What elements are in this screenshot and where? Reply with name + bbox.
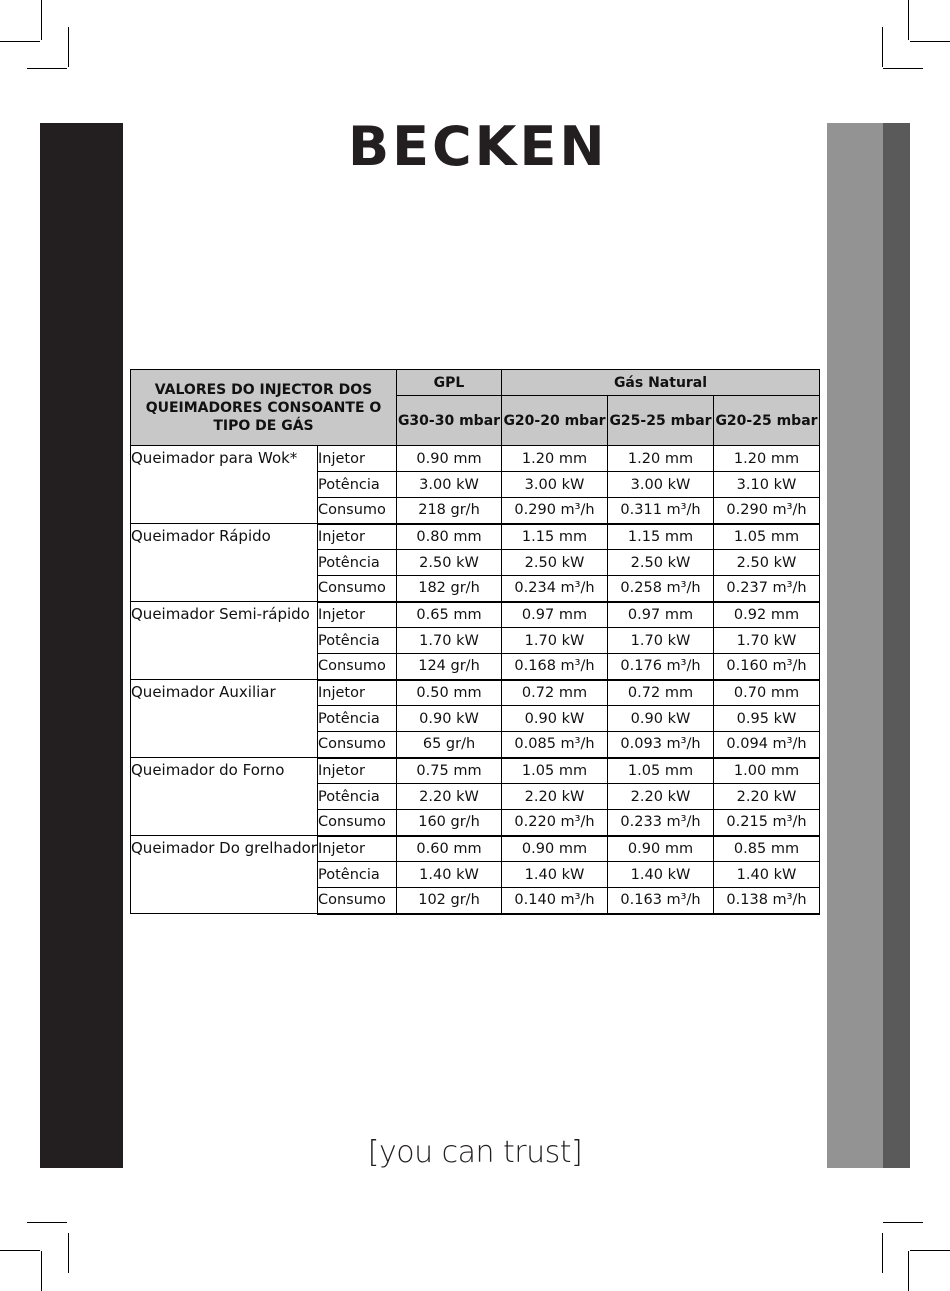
column-header: G30-30 mbar — [397, 396, 502, 446]
table-row — [131, 446, 820, 472]
value-cell: 1.70 kW — [502, 628, 608, 654]
crop-mark — [41, 0, 42, 40]
value-cell: 3.10 kW — [714, 472, 820, 498]
value-cell: 0.65 mm — [397, 602, 502, 628]
parameter-label: Injetor — [318, 680, 397, 706]
right-color-bar-dark — [883, 123, 910, 1168]
value-cell: 0.90 kW — [502, 706, 608, 732]
value-cell: 1.40 kW — [714, 862, 820, 888]
value-cell: 1.15 mm — [502, 524, 608, 550]
table-row — [131, 602, 820, 628]
table-row — [131, 524, 820, 550]
value-cell: 0.138 m³/h — [714, 888, 820, 914]
value-cell: 218 gr/h — [397, 498, 502, 524]
value-cell: 1.20 mm — [608, 446, 714, 472]
value-cell: 0.234 m³/h — [502, 576, 608, 602]
value-cell: 1.70 kW — [714, 628, 820, 654]
table-row — [131, 680, 820, 706]
value-cell: 3.00 kW — [608, 472, 714, 498]
crop-mark — [68, 27, 69, 67]
value-cell: 0.140 m³/h — [502, 888, 608, 914]
crop-mark — [908, 0, 909, 40]
value-cell: 102 gr/h — [397, 888, 502, 914]
value-cell: 0.220 m³/h — [502, 810, 608, 836]
parameter-label: Injetor — [318, 524, 397, 550]
value-cell: 1.70 kW — [608, 628, 714, 654]
column-header: G20-20 mbar — [502, 396, 608, 446]
value-cell: 65 gr/h — [397, 732, 502, 758]
parameter-label: Consumo — [318, 498, 397, 524]
column-header: G25-25 mbar — [608, 396, 714, 446]
value-cell: 124 gr/h — [397, 654, 502, 680]
value-cell: 1.40 kW — [397, 862, 502, 888]
value-cell: 0.60 mm — [397, 836, 502, 862]
left-color-bar — [40, 123, 123, 1168]
burner-name: Queimador Auxiliar — [131, 680, 318, 758]
burner-name: Queimador para Wok* — [131, 446, 318, 524]
table-corner-header: VALORES DO INJECTOR DOS QUEIMADORES CONSOANTE O TIPO DE GÁS — [131, 370, 397, 446]
value-cell: 0.094 m³/h — [714, 732, 820, 758]
parameter-label: Consumo — [318, 576, 397, 602]
value-cell: 1.20 mm — [502, 446, 608, 472]
value-cell: 0.163 m³/h — [608, 888, 714, 914]
value-cell: 1.05 mm — [502, 758, 608, 784]
value-cell: 0.160 m³/h — [714, 654, 820, 680]
value-cell: 0.290 m³/h — [714, 498, 820, 524]
parameter-label: Consumo — [318, 732, 397, 758]
crop-mark — [41, 1251, 42, 1291]
burner-name: Queimador Do grelhador — [131, 836, 318, 914]
injector-values-table — [130, 369, 820, 915]
parameter-label: Consumo — [318, 810, 397, 836]
natural-gas-header: Gás Natural — [502, 370, 820, 396]
value-cell: 0.85 mm — [714, 836, 820, 862]
parameter-label: Potência — [318, 784, 397, 810]
right-color-bar-light — [827, 123, 883, 1168]
parameter-label: Potência — [318, 628, 397, 654]
parameter-label: Consumo — [318, 888, 397, 914]
parameter-label: Potência — [318, 472, 397, 498]
value-cell: 1.70 kW — [397, 628, 502, 654]
parameter-label: Potência — [318, 550, 397, 576]
crop-mark — [0, 41, 40, 42]
parameter-label: Injetor — [318, 836, 397, 862]
value-cell: 0.093 m³/h — [608, 732, 714, 758]
burner-name: Queimador Rápido — [131, 524, 318, 602]
parameter-label: Injetor — [318, 758, 397, 784]
value-cell: 0.72 mm — [608, 680, 714, 706]
brand-logo: BECKEN — [348, 115, 608, 178]
gpl-header: GPL — [397, 370, 502, 396]
burner-name: Queimador Semi-rápido — [131, 602, 318, 680]
value-cell: 2.50 kW — [608, 550, 714, 576]
value-cell: 0.50 mm — [397, 680, 502, 706]
parameter-label: Injetor — [318, 602, 397, 628]
value-cell: 2.50 kW — [714, 550, 820, 576]
value-cell: 2.50 kW — [502, 550, 608, 576]
value-cell: 1.15 mm — [608, 524, 714, 550]
value-cell: 2.20 kW — [502, 784, 608, 810]
value-cell: 0.92 mm — [714, 602, 820, 628]
parameter-label: Consumo — [318, 654, 397, 680]
value-cell: 0.085 m³/h — [502, 732, 608, 758]
value-cell: 1.20 mm — [714, 446, 820, 472]
value-cell: 0.90 mm — [608, 836, 714, 862]
value-cell: 0.97 mm — [502, 602, 608, 628]
value-cell: 2.50 kW — [397, 550, 502, 576]
value-cell: 1.40 kW — [502, 862, 608, 888]
value-cell: 2.20 kW — [608, 784, 714, 810]
crop-mark — [883, 68, 923, 69]
value-cell: 0.72 mm — [502, 680, 608, 706]
value-cell: 0.75 mm — [397, 758, 502, 784]
value-cell: 0.90 kW — [608, 706, 714, 732]
crop-mark — [68, 1233, 69, 1273]
crop-mark — [882, 1233, 883, 1273]
value-cell: 2.20 kW — [397, 784, 502, 810]
value-cell: 2.20 kW — [714, 784, 820, 810]
crop-mark — [908, 1251, 909, 1291]
burner-name: Queimador do Forno — [131, 758, 318, 836]
value-cell: 0.233 m³/h — [608, 810, 714, 836]
value-cell: 0.70 mm — [714, 680, 820, 706]
value-cell: 0.237 m³/h — [714, 576, 820, 602]
crop-mark — [910, 1250, 950, 1251]
parameter-label: Injetor — [318, 446, 397, 472]
value-cell: 0.90 mm — [397, 446, 502, 472]
value-cell: 3.00 kW — [502, 472, 608, 498]
value-cell: 0.95 kW — [714, 706, 820, 732]
value-cell: 3.00 kW — [397, 472, 502, 498]
crop-mark — [910, 41, 950, 42]
crop-mark — [0, 1250, 40, 1251]
crop-mark — [883, 1222, 923, 1223]
crop-mark — [882, 27, 883, 67]
value-cell: 0.90 mm — [502, 836, 608, 862]
value-cell: 1.05 mm — [608, 758, 714, 784]
value-cell: 0.97 mm — [608, 602, 714, 628]
value-cell: 1.40 kW — [608, 862, 714, 888]
value-cell: 0.215 m³/h — [714, 810, 820, 836]
value-cell: 182 gr/h — [397, 576, 502, 602]
value-cell: 0.168 m³/h — [502, 654, 608, 680]
value-cell: 160 gr/h — [397, 810, 502, 836]
crop-mark — [27, 68, 67, 69]
value-cell: 0.290 m³/h — [502, 498, 608, 524]
column-header: G20-25 mbar — [714, 396, 820, 446]
value-cell: 0.311 m³/h — [608, 498, 714, 524]
parameter-label: Potência — [318, 862, 397, 888]
table-body — [131, 446, 820, 914]
value-cell: 0.90 kW — [397, 706, 502, 732]
value-cell: 0.176 m³/h — [608, 654, 714, 680]
brand-tagline: [you can trust] — [367, 1135, 583, 1170]
value-cell: 1.00 mm — [714, 758, 820, 784]
value-cell: 1.05 mm — [714, 524, 820, 550]
value-cell: 0.80 mm — [397, 524, 502, 550]
table-row — [131, 836, 820, 862]
value-cell: 0.258 m³/h — [608, 576, 714, 602]
table-row — [131, 758, 820, 784]
parameter-label: Potência — [318, 706, 397, 732]
crop-mark — [27, 1222, 67, 1223]
